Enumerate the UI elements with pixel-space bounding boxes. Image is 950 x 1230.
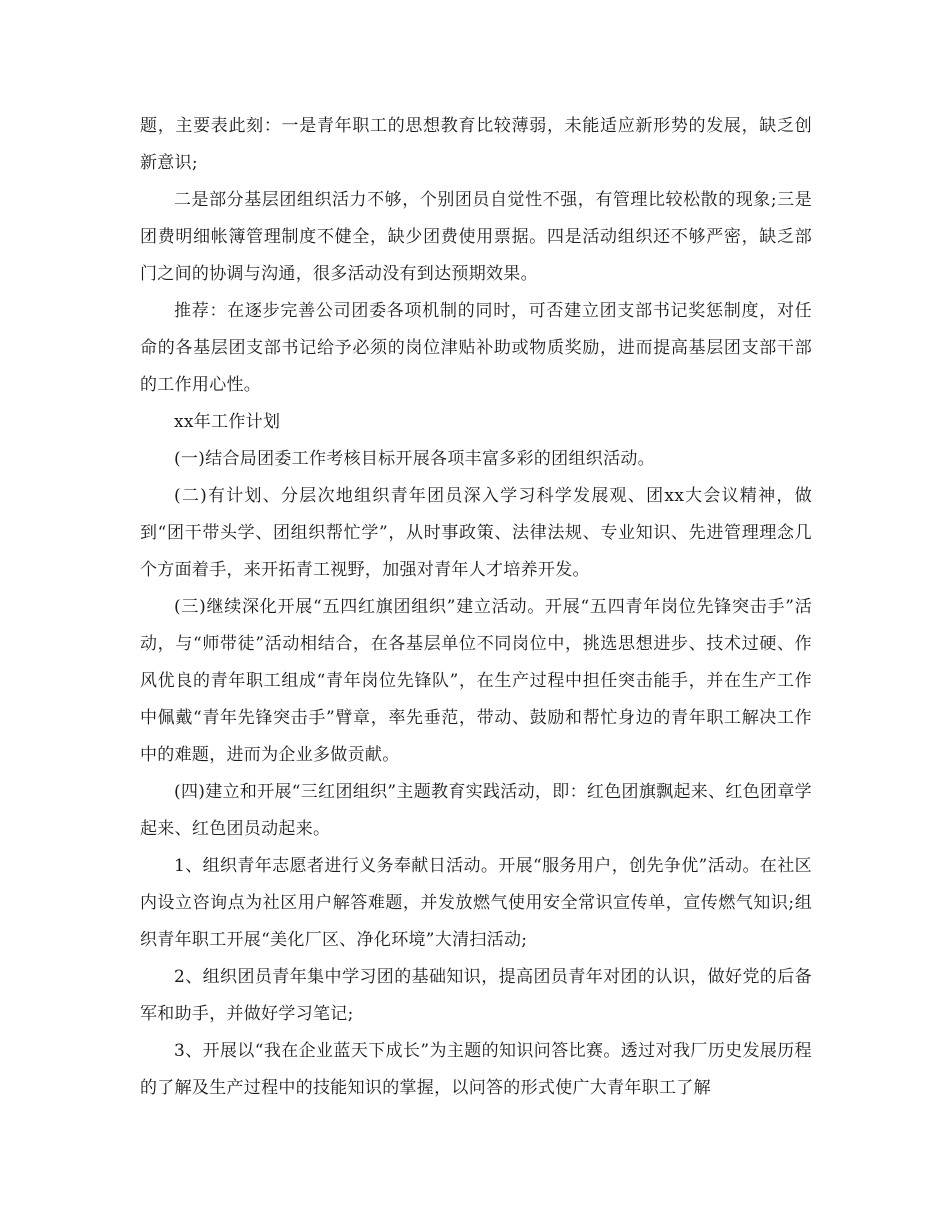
paragraph-5: (一)结合局团委工作考核目标开展各项丰富多彩的团组织活动。 [174, 449, 655, 469]
paragraph-7: (三)继续深化开展“五四红旗团组织”建立活动。开展“五四青年岗位先锋突击手”活动，与“师带徒”活动相结合，在各基层单位不同岗位中，挑选思想进步、技术过硬、作风优良的青年职工组成“青年岗位先锋队”，在生产过程中担任突击能手，并在生产工作中佩戴“青年先锋突击手”臂章，率先垂范，带动、鼓励和帮忙身边的青年职工解决工作中的难题，进而为企业多做贡献。 [140, 597, 812, 765]
paragraph-9: 1、组织青年志愿者进行义务奉献日活动。开展“服务用户，创先争优”活动。在社区内设立咨询点为社区用户解答难题，并发放燃气使用安全常识宣传单，宣传燃气知识;组织青年职工开展“美化厂区、净化环境”大清扫活动; [140, 856, 812, 950]
paragraph-8: (四)建立和开展“三红团组织”主题教育实践活动，即：红色团旗飘起来、红色团章学起来、红色团员动起来。 [140, 782, 812, 839]
paragraph-11: 3、开展以“我在企业蓝天下成长”为主题的知识问答比赛。透过对我厂历史发展历程的了解及生产过程中的技能知识的掌握，以问答的形式使广大青年职工了解 [140, 1041, 812, 1098]
section-heading: xx年工作计划 [174, 412, 281, 432]
document-page [140, 108, 812, 1107]
paragraph-3: 推荐：在逐步完善公司团委各项机制的同时，可否建立团支部书记奖惩制度，对任命的各基层团支部书记给予必须的岗位津贴补助或物质奖励，进而提高基层团支部干部的工作用心性。 [140, 301, 812, 395]
paragraph-10: 2、组织团员青年集中学习团的基础知识，提高团员青年对团的认识，做好党的后备军和助手，并做好学习笔记; [140, 967, 812, 1024]
paragraph-6: (二)有计划、分层次地组织青年团员深入学习科学发展观、团xx大会议精神，做到“团干带头学、团组织帮忙学”，从时事政策、法律法规、专业知识、先进管理理念几个方面着手，来开拓青工视野，加强对青年人才培养开发。 [140, 486, 812, 580]
paragraph-1: 题，主要表此刻：一是青年职工的思想教育比较薄弱，未能适应新形势的发展，缺乏创新意识; [140, 116, 812, 173]
paragraph-2: 二是部分基层团组织活力不够，个别团员自觉性不强，有管理比较松散的现象;三是团费明细帐簿管理制度不健全，缺少团费使用票据。四是活动组织还不够严密，缺乏部门之间的协调与沟通，很多活动没有到达预期效果。 [140, 190, 812, 284]
